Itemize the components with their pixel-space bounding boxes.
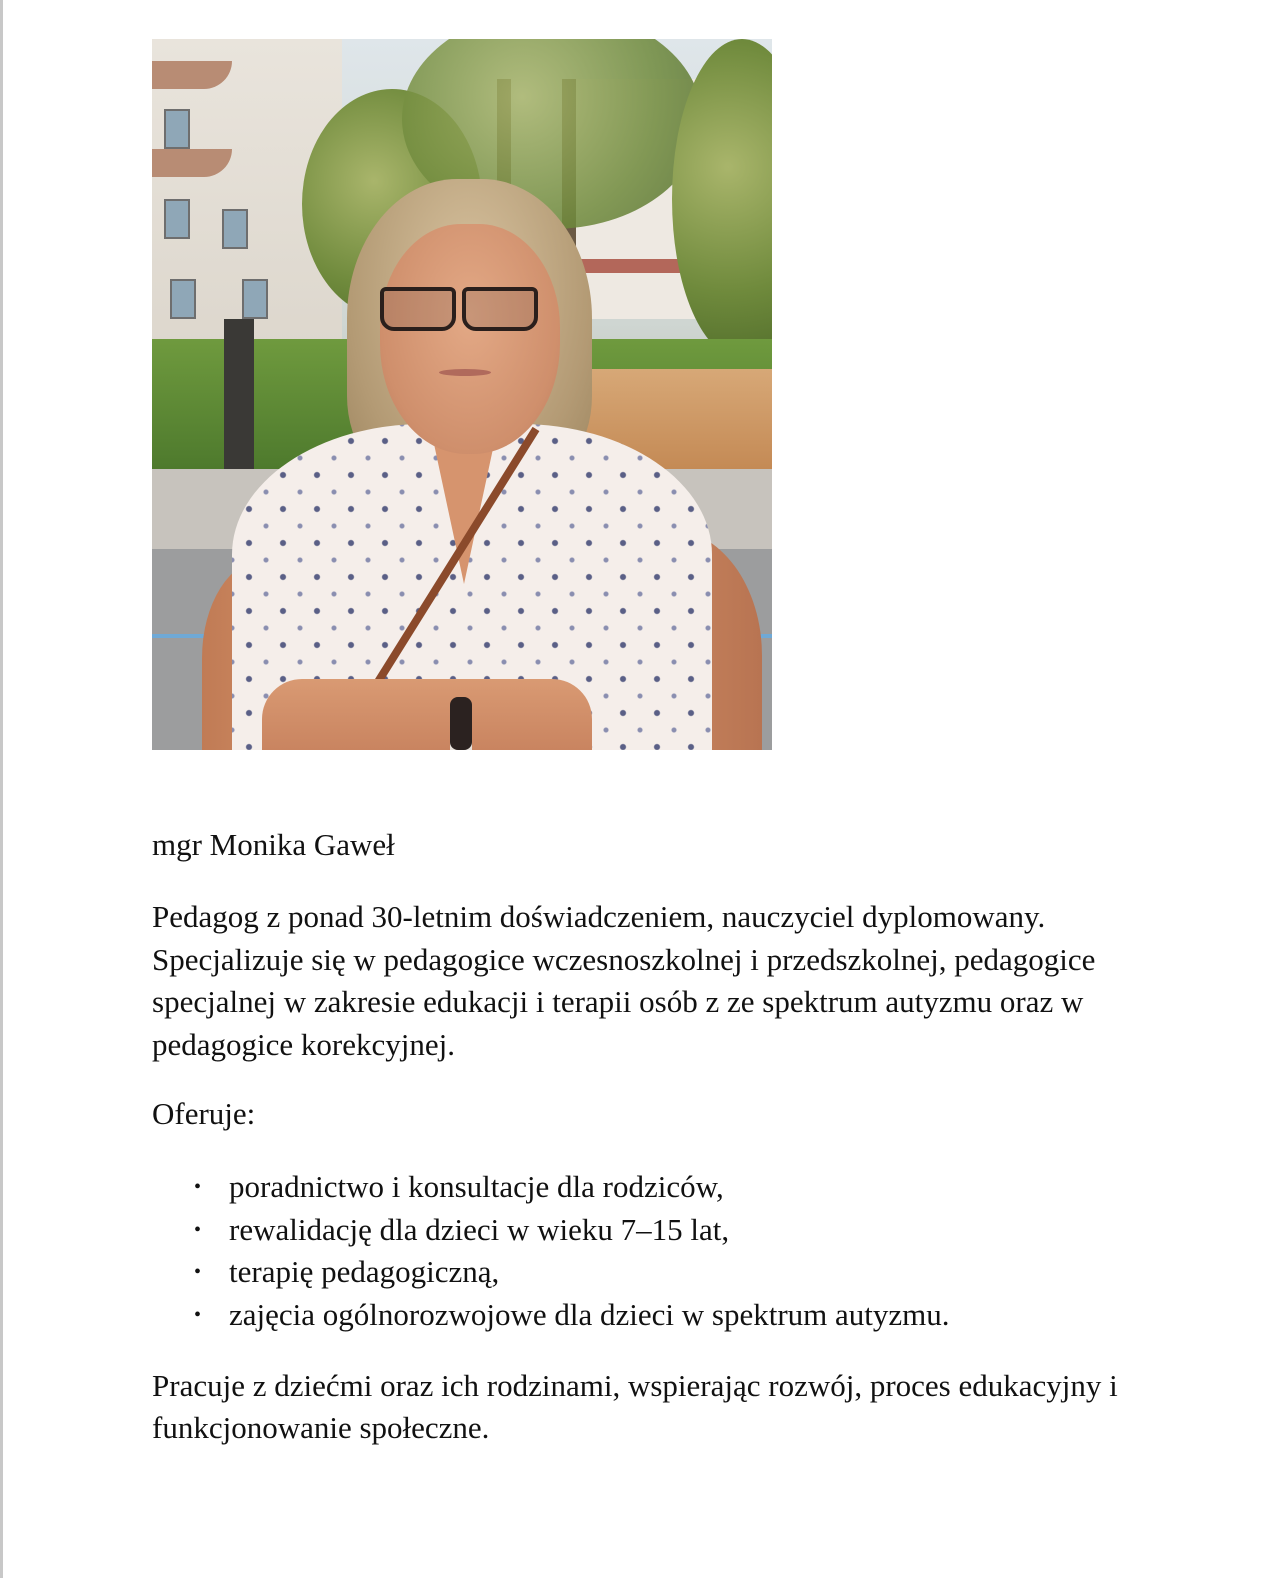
page-left-edge	[0, 0, 3, 1578]
list-item	[152, 1166, 1152, 1209]
list-item	[152, 1251, 1152, 1294]
bio-paragraph: Pedagog z ponad 30-letnim doświadczeniem, nauczyciel dyplomowany. Specjalizuje się w pedagogice wczesnoszkolnej i przedszkolnej, pedagogice specjalnej w zakresie edukacji i terapii osób z ze spektrum autyzmu oraz w pedagogice korekcyjnej.	[152, 899, 1096, 1062]
list-item-text: poradnictwo i konsultacje dla rodziców,	[229, 1169, 724, 1204]
offer-heading: Oferuje:	[152, 1096, 256, 1131]
bullet-icon: •	[194, 1261, 202, 1283]
portrait-photo	[152, 39, 772, 750]
bullet-icon: •	[194, 1218, 202, 1241]
list-item	[152, 1294, 1152, 1337]
list-item-text: rewalidację dla dzieci w wieku 7–15 lat,	[229, 1211, 730, 1247]
person-name: mgr Monika Gaweł	[152, 827, 395, 862]
glasses-icon	[380, 287, 456, 331]
closing-paragraph: Pracuje z dziećmi oraz ich rodzinami, wspierając rozwój, proces edukacyjny i funkcjonowanie społeczne.	[152, 1368, 1118, 1445]
list-item	[152, 1209, 1152, 1252]
list-item-text: zajęcia ogólnorozwojowe dla dzieci w spektrum autyzmu.	[229, 1296, 950, 1332]
offer-list	[152, 1166, 1152, 1336]
list-item-text: terapię pedagogiczną,	[229, 1254, 500, 1289]
bullet-icon: •	[194, 1303, 202, 1326]
bullet-icon: •	[194, 1176, 202, 1198]
subject-face	[380, 224, 560, 454]
smartwatch-icon	[450, 697, 472, 750]
